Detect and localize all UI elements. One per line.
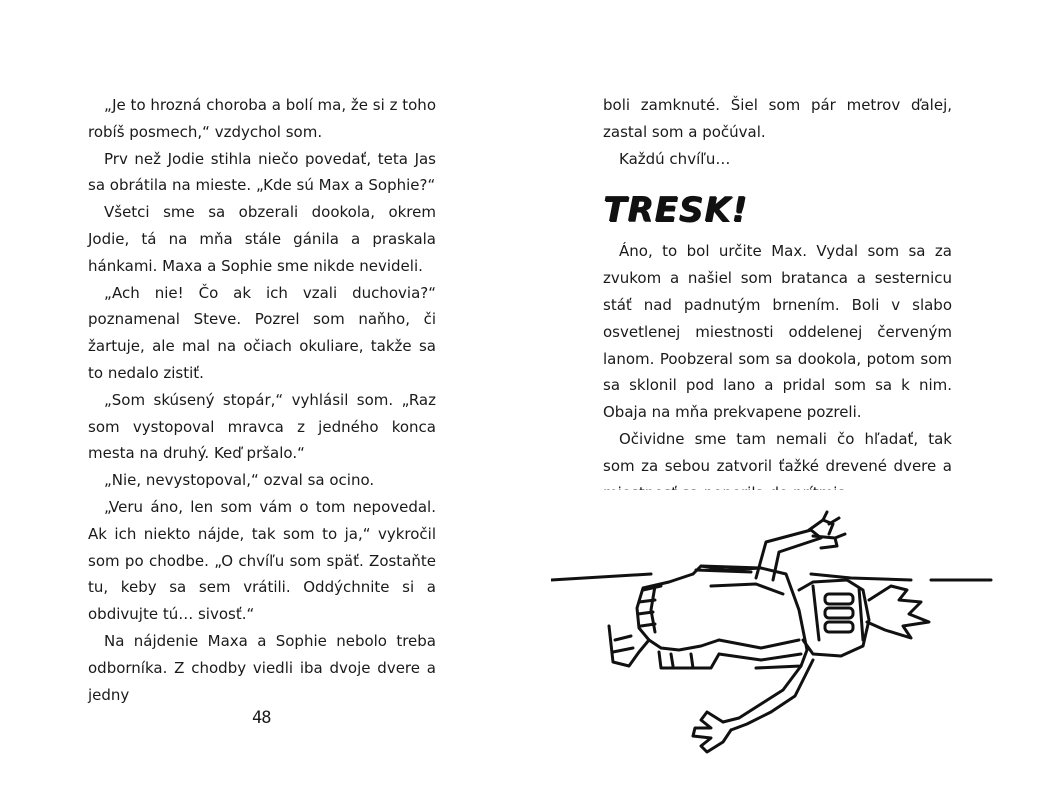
paragraph: „Som skúsený stopár,“ vyhlásil som. „Raz som vystopoval mravca z jedného konca mesta na druhý. Keď pršalo.“: [88, 390, 436, 463]
paragraph: Áno, to bol určite Max. Vydal som sa za zvukom a našiel som bratanca a sesternicu stáť nad padnutým brnením. Boli v slabo osvetlenej miestnosti oddelenej červeným lanom. Poobzeral som sa dookola, potom som sa sklonil pod lano a pridal som sa k nim. Obaja na mňa prekvapene pozreli.: [603, 242, 952, 422]
page-number: 48: [252, 708, 271, 728]
paragraph: Každú chvíľu…: [619, 149, 731, 168]
paragraph: „Veru áno, len som vám o tom nepovedal. Ak ich niekto nájde, tak som to ja,“ vykročil som po chodbe. „O chvíľu som späť. Zostaňte tu, keby sa sem vrátili. Oddýchnite si a obdivujte tú… sivosť.“: [88, 497, 436, 624]
sound-effect-text: TRESK!: [603, 190, 748, 231]
left-text-column: [88, 92, 436, 708]
paragraph: Na nájdenie Maxa a Sophie nebolo treba odborníka. Z chodby viedli iba dvoje dvere a jedny: [88, 631, 436, 704]
left-page: [0, 0, 519, 800]
paragraph: „Nie, nevystopoval,“ ozval sa ocino.: [104, 471, 375, 490]
paragraph-continuation: boli zamknuté. Šiel som pár metrov ďalej, zastal som a počúval.: [603, 96, 952, 141]
paragraph: Všetci sme sa obzerali dookola, okrem Jodie, tá na mňa stále gánila a praskala hánkami. Maxa a Sophie sme nikde nevideli.: [88, 203, 436, 275]
right-text-column: [603, 92, 952, 506]
paragraph: Prv než Jodie stihla niečo povedať, teta Jas sa obrátila na mieste. „Kde sú Max a Sophie?“: [88, 149, 436, 195]
paragraph: Očividne sme tam nemali čo hľadať, tak som za sebou zatvoril ťažké drevené dvere a: [603, 429, 952, 475]
fallen-knight-illustration: [551, 490, 1003, 772]
paragraph: „Je to hrozná choroba a bolí ma, že si z toho robíš posmech,“ vzdychol som.: [88, 96, 436, 141]
paragraph: „Ach nie! Čo ak ich vzali duchovia?“ poznamenal Steve. Pozrel som naňho, či žartuje, ale mal na očiach okuliare, takže sa to nedalo zistiť.: [88, 283, 436, 382]
